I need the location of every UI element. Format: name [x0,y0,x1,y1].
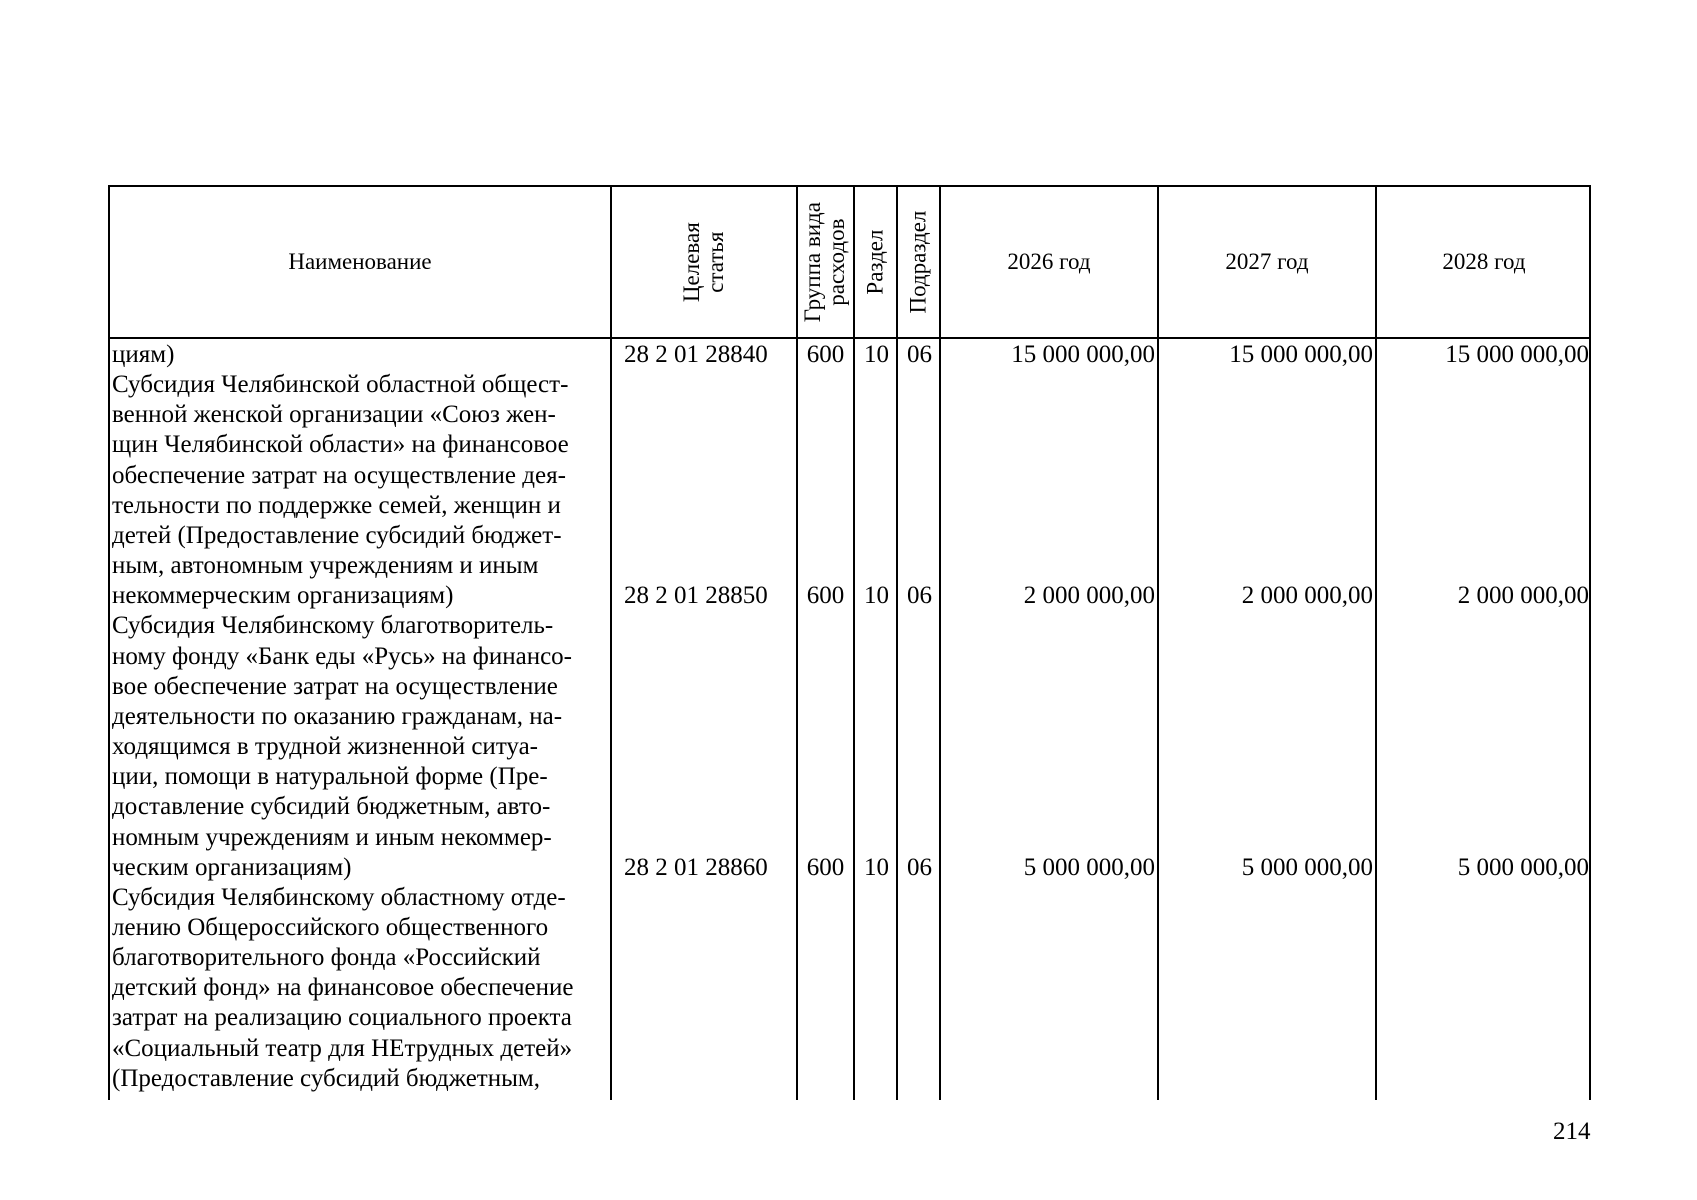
target-article-cell: 28 2 01 28840 [624,341,768,368]
target-article-cell: 28 2 01 28850 [624,582,768,609]
amount-2026-cell: 5 000 000,00 [1023,854,1155,881]
name-line: лению Общероссийского общественного [112,913,549,941]
name-line: номным учреждениям и иным некоммер- [112,823,552,851]
amount-2026-cell: 2 000 000,00 [1023,582,1155,609]
name-line: вое обеспечение затрат на осуществление [112,672,558,700]
name-line: ным, автономным учреждениям и иным [112,552,539,580]
header-section: Раздел [862,229,888,295]
expense-group-cell: 600 [806,341,845,368]
name-line: детей (Предоставление субсидий бюджет- [112,521,562,549]
name-line: благотворительного фонда «Российский [112,944,541,972]
section-cell: 10 [864,341,889,368]
expense-group-cell: 600 [806,582,845,609]
header-subsection: Подраздел [905,210,931,314]
header-year-2026: 2026 год [1007,249,1091,274]
target-article-cell: 28 2 01 28860 [624,854,768,881]
name-line: ции, помощи в натуральной форме (Пре- [112,763,548,791]
name-line: Субсидия Челябинскому благотворитель- [112,612,554,640]
expense-group-cell: 600 [806,854,845,881]
header-expense-group: Группа вида расходов [800,201,850,323]
header-name: Наименование [288,249,432,274]
name-line: детский фонд» на финансовое обеспечение [112,974,574,1002]
name-line: некоммерческим организациям) [112,582,454,610]
name-line: (Предоставление субсидий бюджетным, [112,1064,540,1092]
name-line: циям) [112,341,175,368]
name-line: «Социальный театр для НЕтрудных детей» [112,1034,573,1062]
name-line: ному фонду «Банк еды «Русь» на финансо- [112,642,573,670]
header-target-article: Целевая статья [678,222,728,302]
amount-2028-cell: 15 000 000,00 [1445,341,1589,368]
amount-2028-cell: 5 000 000,00 [1457,854,1589,881]
name-line: Субсидия Челябинской областной общест- [112,371,569,399]
name-line: ходящимся в трудной жизненной ситуа- [112,733,539,761]
name-line: доставление субсидий бюджетным, авто- [112,793,551,821]
budget-table [108,185,1591,1100]
name-line: Субсидия Челябинскому областному отде- [112,883,566,911]
header-year-2028: 2028 год [1442,249,1526,274]
page-number: 214 [1553,1118,1591,1145]
header-divider [110,337,1589,339]
name-line: щин Челябинской области» на финансовое [112,431,569,459]
section-cell: 10 [864,582,889,609]
subsection-cell: 06 [907,854,932,881]
name-line: тельности по поддержке семей, женщин и [112,491,561,519]
name-line: обеспечение затрат на осуществление дея- [112,461,566,489]
section-cell: 10 [864,854,889,881]
amount-2026-cell: 15 000 000,00 [1011,341,1155,368]
header-year-2027: 2027 год [1225,249,1309,274]
subsection-cell: 06 [907,341,932,368]
name-line: венной женской организации «Союз жен- [112,401,556,429]
amount-2027-cell: 5 000 000,00 [1241,854,1373,881]
amount-2028-cell: 2 000 000,00 [1457,582,1589,609]
name-line: затрат на реализацию социального проекта [112,1004,572,1032]
name-column [112,340,608,1094]
subsection-cell: 06 [907,582,932,609]
amount-2027-cell: 15 000 000,00 [1229,341,1373,368]
name-line: деятельности по оказанию гражданам, на- [112,702,563,730]
name-line: ческим организациям) [112,853,352,881]
amount-2027-cell: 2 000 000,00 [1241,582,1373,609]
